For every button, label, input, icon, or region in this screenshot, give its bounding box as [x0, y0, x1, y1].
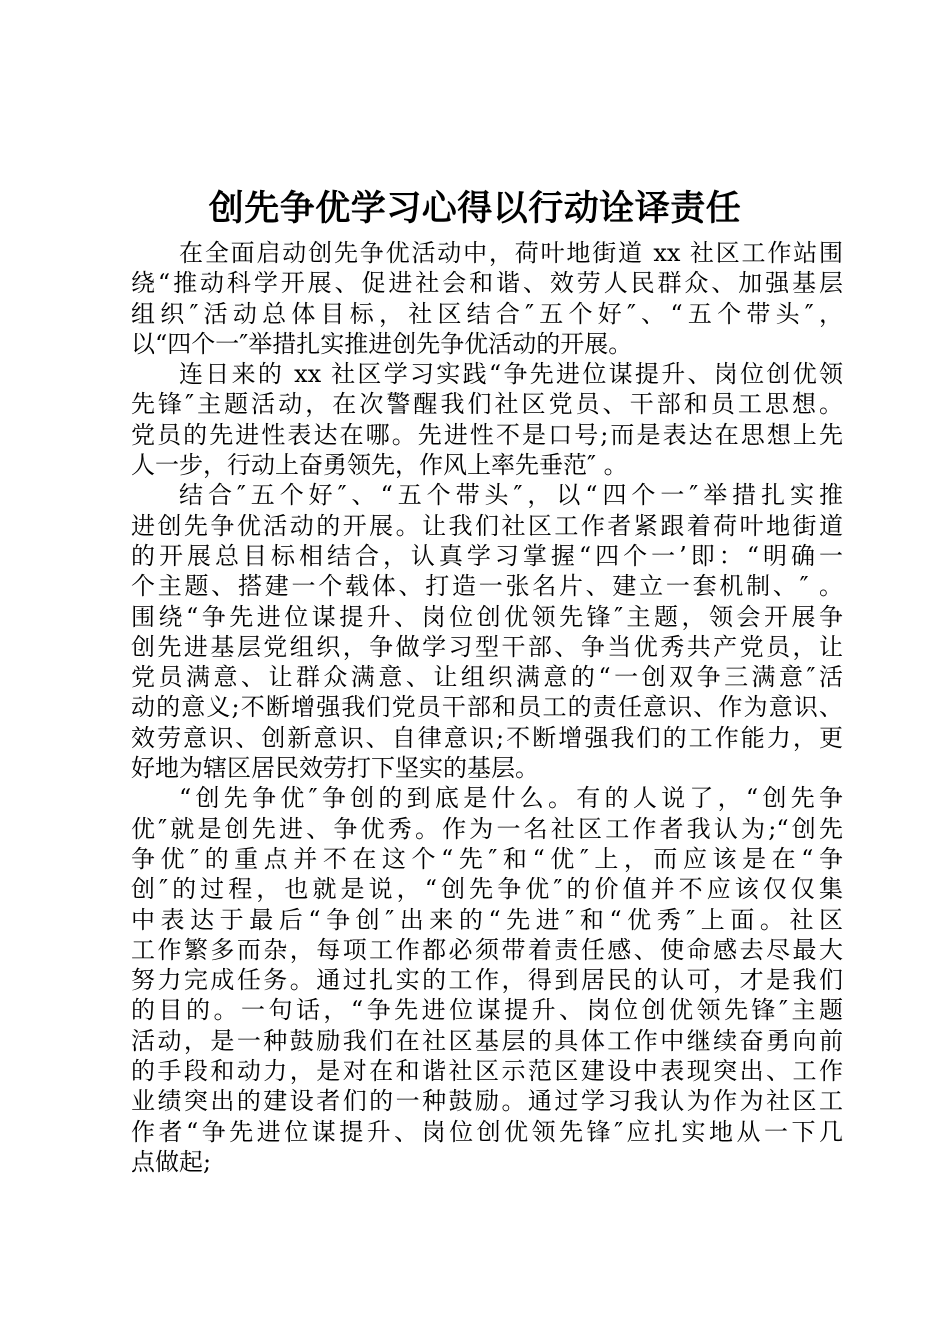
paragraph-line: 动的意义;不断增强我们党员干部和员工的责任意识、作为意识、: [131, 693, 843, 722]
paragraph-line: 的手段和动力，是对在和谐社区示范区建设中表现突出、工作: [131, 1057, 843, 1086]
paragraph-line: “创先争优″争创的到底是什么。有的人说了，“创先争: [179, 784, 843, 813]
paragraph-line: 好地为辖区居民效劳打下坚实的基层。: [131, 754, 539, 783]
paragraph-line: 结合″五个好″、“五个带头″，以“四个一″举措扎实推: [179, 481, 843, 510]
paragraph-line: 在全面启动创先争优活动中，荷叶地街道 xx 社区工作站围: [179, 239, 843, 267]
paragraph-line: 作者“争先进位谋提升、岗位创优领先锋″应扎实地从一下几: [131, 1117, 843, 1146]
paragraph: [131, 238, 843, 359]
paragraph-line: 工作繁多而杂，每项工作都必须带着责任感、使命感去尽最大: [131, 935, 843, 964]
paragraph-line: 争优″的重点并不在这个“先″和“优″上，而应该是在“争: [131, 844, 843, 873]
paragraph-line: 效劳意识、创新意识、自律意识;不断增强我们的工作能力，更: [131, 723, 843, 752]
paragraph: [131, 359, 843, 480]
paragraph-line: 创先进基层党组织，争做学习型干部、争当优秀共产党员，让: [131, 632, 843, 661]
paragraph-line: 进创先争优活动的开展。让我们社区工作者紧跟着荷叶地街道: [131, 511, 843, 540]
paragraph-line: 连日来的 xx 社区学习实践“争先进位谋提升、岗位创优领: [179, 360, 843, 389]
document-title: 创先争优学习心得以行动诠译责任: [208, 189, 742, 229]
paragraph-line: 人一步，行动上奋勇领先，作风上率先垂范″ 。: [131, 451, 628, 480]
paragraph-line: 组织″活动总体目标，社区结合″五个好″、“五个带头″，: [131, 299, 843, 328]
paragraph-line: 围绕“争先进位谋提升、岗位创优领先锋″主题，领会开展争: [131, 602, 843, 631]
paragraph-line: 点做起;: [131, 1147, 212, 1176]
paragraph-line: 个主题、搭建一个载体、打造一张名片、建立一套机制、″ 。: [131, 572, 843, 601]
paragraph-line: 中表达于最后“争创″出来的“先进″和“优秀″上面。社区: [131, 905, 843, 934]
paragraph: [131, 783, 843, 1177]
paragraph-line: 的开展总目标相结合，认真学习掌握“四个一’即：“明确一: [131, 541, 843, 570]
paragraph-line: 活动，是一种鼓励我们在社区基层的具体工作中继续奋勇向前: [131, 1026, 843, 1055]
paragraph-line: 党员满意、让群众满意、让组织满意的“一创双争三满意″活: [131, 663, 843, 692]
paragraph-line: 优″就是创先进、争优秀。作为一名社区工作者我认为;“创先: [131, 814, 843, 843]
paragraph-line: 先锋″主题活动，在次警醒我们社区党员、干部和员工思想。: [131, 390, 843, 419]
paragraph-line: 党员的先进性表达在哪。先进性不是口号;而是表达在思想上先: [131, 420, 843, 449]
paragraph: [131, 480, 843, 783]
paragraph-line: 的目的。一句话，“争先进位谋提升、岗位创优领先锋″主题: [131, 996, 843, 1025]
paragraph-line: 以“四个一″举措扎实推进创先争优活动的开展。: [131, 329, 633, 358]
paragraph-line: 努力完成任务。通过扎实的工作，得到居民的认可，才是我们: [131, 966, 843, 995]
paragraph-line: 业绩突出的建设者们的一种鼓励。通过学习我认为作为社区工: [131, 1087, 843, 1116]
document-body: [131, 238, 843, 1177]
paragraph-line: 绕“推动科学开展、促进社会和谐、效劳人民群众、加强基层: [131, 269, 843, 298]
paragraph-line: 创″的过程，也就是说，“创先争优″的价值并不应该仅仅集: [131, 875, 843, 904]
